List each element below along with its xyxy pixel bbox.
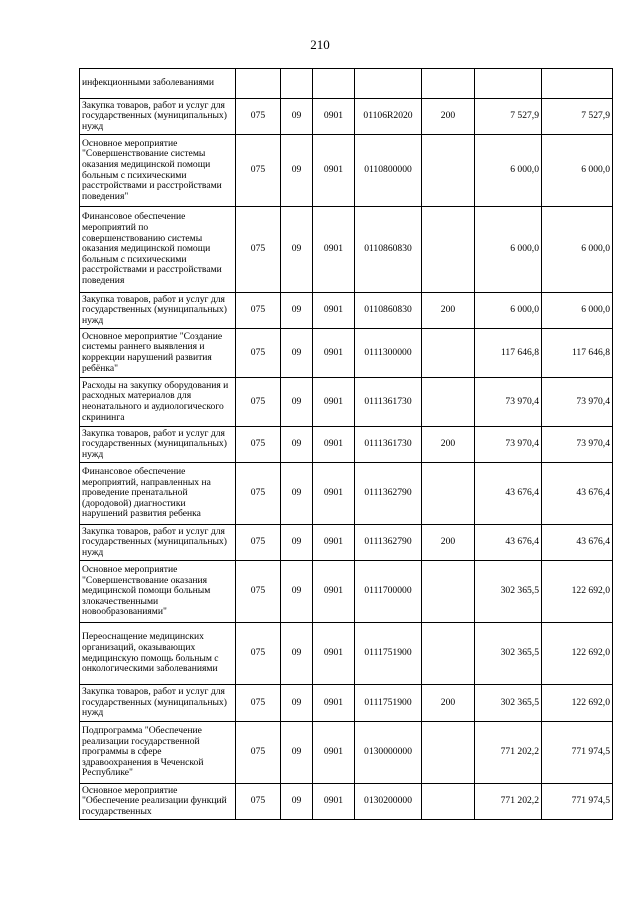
subsection-code: 0901 [313, 722, 355, 784]
section-code: 09 [281, 463, 313, 525]
row-name: Основное мероприятие "Обеспечение реализации функций государственных [80, 784, 236, 820]
section-code: 09 [281, 427, 313, 463]
target-code: 0110860830 [355, 293, 422, 329]
target-code: 0111751900 [355, 623, 422, 685]
amount-year-1: 43 676,4 [475, 463, 542, 525]
amount-year-2: 122 692,0 [542, 623, 613, 685]
subsection-code [313, 69, 355, 99]
section-code: 09 [281, 525, 313, 561]
subsection-code: 0901 [313, 99, 355, 135]
subsection-code: 0901 [313, 378, 355, 427]
amount-year-1: 73 970,4 [475, 378, 542, 427]
amount-year-2: 6 000,0 [542, 207, 613, 293]
row-name: Переоснащение медицинских организаций, оказывающих медицинскую помощь больным с онкологическими заболеваниями [80, 623, 236, 685]
table-row [80, 463, 613, 525]
table-row [80, 525, 613, 561]
amount-year-2: 6 000,0 [542, 293, 613, 329]
section-code: 09 [281, 623, 313, 685]
table-body [80, 69, 613, 820]
amount-year-2: 6 000,0 [542, 135, 613, 207]
ministry-code: 075 [236, 722, 281, 784]
target-code: 0110860830 [355, 207, 422, 293]
amount-year-1: 73 970,4 [475, 427, 542, 463]
amount-year-1: 6 000,0 [475, 293, 542, 329]
subsection-code: 0901 [313, 525, 355, 561]
amount-year-1: 302 365,5 [475, 685, 542, 722]
ministry-code: 075 [236, 378, 281, 427]
ministry-code: 075 [236, 623, 281, 685]
amount-year-1: 7 527,9 [475, 99, 542, 135]
amount-year-2: 43 676,4 [542, 463, 613, 525]
amount-year-1: 43 676,4 [475, 525, 542, 561]
section-code: 09 [281, 784, 313, 820]
subsection-code: 0901 [313, 685, 355, 722]
section-code [281, 69, 313, 99]
target-code: 0111751900 [355, 685, 422, 722]
row-name: Закупка товаров, работ и услуг для государственных (муниципальных) нужд [80, 427, 236, 463]
section-code: 09 [281, 722, 313, 784]
table-row [80, 293, 613, 329]
section-code: 09 [281, 561, 313, 623]
subsection-code: 0901 [313, 207, 355, 293]
table-row [80, 784, 613, 820]
section-code: 09 [281, 685, 313, 722]
table-row [80, 722, 613, 784]
section-code: 09 [281, 207, 313, 293]
section-code: 09 [281, 329, 313, 378]
row-name: Закупка товаров, работ и услуг для государственных (муниципальных) нужд [80, 99, 236, 135]
subsection-code: 0901 [313, 561, 355, 623]
expense-type-code: 200 [422, 427, 475, 463]
ministry-code: 075 [236, 561, 281, 623]
target-code: 0111700000 [355, 561, 422, 623]
row-name: Основное мероприятие "Совершенствование системы оказания медицинской помощи больным с психическими расстройствами и расстройствами поведения" [80, 135, 236, 207]
table-row [80, 99, 613, 135]
subsection-code: 0901 [313, 623, 355, 685]
amount-year-2: 43 676,4 [542, 525, 613, 561]
row-name: Закупка товаров, работ и услуг для государственных (муниципальных) нужд [80, 685, 236, 722]
target-code: 01106R2020 [355, 99, 422, 135]
subsection-code: 0901 [313, 784, 355, 820]
amount-year-2 [542, 69, 613, 99]
expense-type-code [422, 722, 475, 784]
target-code: 0111362790 [355, 463, 422, 525]
expense-type-code [422, 463, 475, 525]
expense-type-code [422, 135, 475, 207]
section-code: 09 [281, 99, 313, 135]
table-row [80, 329, 613, 378]
ministry-code: 075 [236, 207, 281, 293]
expense-type-code: 200 [422, 99, 475, 135]
amount-year-1: 6 000,0 [475, 207, 542, 293]
table-row [80, 623, 613, 685]
subsection-code: 0901 [313, 463, 355, 525]
expense-type-code [422, 623, 475, 685]
expense-type-code [422, 207, 475, 293]
subsection-code: 0901 [313, 427, 355, 463]
target-code: 0110800000 [355, 135, 422, 207]
subsection-code: 0901 [313, 329, 355, 378]
ministry-code: 075 [236, 293, 281, 329]
section-code: 09 [281, 135, 313, 207]
table-row [80, 685, 613, 722]
expense-type-code [422, 561, 475, 623]
row-name: Финансовое обеспечение мероприятий по совершенствованию системы оказания медицинской помощи больным с психическими расстройствами и расстройствами поведения [80, 207, 236, 293]
table-row [80, 561, 613, 623]
expense-type-code [422, 69, 475, 99]
amount-year-1: 302 365,5 [475, 623, 542, 685]
table-row [80, 378, 613, 427]
table-row [80, 135, 613, 207]
ministry-code: 075 [236, 685, 281, 722]
ministry-code: 075 [236, 784, 281, 820]
target-code: 0111361730 [355, 378, 422, 427]
target-code [355, 69, 422, 99]
ministry-code: 075 [236, 329, 281, 378]
table-row [80, 69, 613, 99]
subsection-code: 0901 [313, 135, 355, 207]
row-name: Основное мероприятие "Совершенствование оказания медицинской помощи больным злокачественными новообразованиями" [80, 561, 236, 623]
row-name: Основное мероприятие "Создание системы раннего выявления и коррекции нарушений развития ребёнка" [80, 329, 236, 378]
target-code: 0111362790 [355, 525, 422, 561]
ministry-code: 075 [236, 463, 281, 525]
amount-year-1 [475, 69, 542, 99]
row-name: Закупка товаров, работ и услуг для государственных (муниципальных) нужд [80, 293, 236, 329]
row-name: Расходы на закупку оборудования и расходных материалов для неонатального и аудиологического скрининга [80, 378, 236, 427]
target-code: 0130000000 [355, 722, 422, 784]
amount-year-2: 73 970,4 [542, 427, 613, 463]
amount-year-2: 7 527,9 [542, 99, 613, 135]
ministry-code: 075 [236, 525, 281, 561]
ministry-code: 075 [236, 135, 281, 207]
expense-type-code: 200 [422, 525, 475, 561]
row-name: Финансовое обеспечение мероприятий, направленных на проведение пренатальной (дородовой) диагностики нарушений развития ребенка [80, 463, 236, 525]
amount-year-1: 302 365,5 [475, 561, 542, 623]
expense-type-code [422, 329, 475, 378]
expense-type-code: 200 [422, 685, 475, 722]
ministry-code: 075 [236, 99, 281, 135]
target-code: 0111300000 [355, 329, 422, 378]
amount-year-1: 771 202,2 [475, 722, 542, 784]
section-code: 09 [281, 293, 313, 329]
amount-year-2: 117 646,8 [542, 329, 613, 378]
amount-year-1: 117 646,8 [475, 329, 542, 378]
expense-type-code [422, 378, 475, 427]
row-name: инфекционными заболеваниями [80, 69, 236, 99]
expense-type-code [422, 784, 475, 820]
page-number: 210 [310, 37, 330, 52]
expense-type-code: 200 [422, 293, 475, 329]
ministry-code [236, 69, 281, 99]
amount-year-2: 771 974,5 [542, 722, 613, 784]
table-row [80, 207, 613, 293]
row-name: Подпрограмма "Обеспечение реализации государственной программы в сфере здравоохранения в Чеченской Республике" [80, 722, 236, 784]
amount-year-2: 73 970,4 [542, 378, 613, 427]
target-code: 0130200000 [355, 784, 422, 820]
amount-year-2: 122 692,0 [542, 685, 613, 722]
row-name: Закупка товаров, работ и услуг для государственных (муниципальных) нужд [80, 525, 236, 561]
subsection-code: 0901 [313, 293, 355, 329]
budget-table [79, 68, 613, 820]
table-row [80, 427, 613, 463]
ministry-code: 075 [236, 427, 281, 463]
target-code: 0111361730 [355, 427, 422, 463]
section-code: 09 [281, 378, 313, 427]
amount-year-2: 771 974,5 [542, 784, 613, 820]
amount-year-1: 771 202,2 [475, 784, 542, 820]
amount-year-1: 6 000,0 [475, 135, 542, 207]
amount-year-2: 122 692,0 [542, 561, 613, 623]
